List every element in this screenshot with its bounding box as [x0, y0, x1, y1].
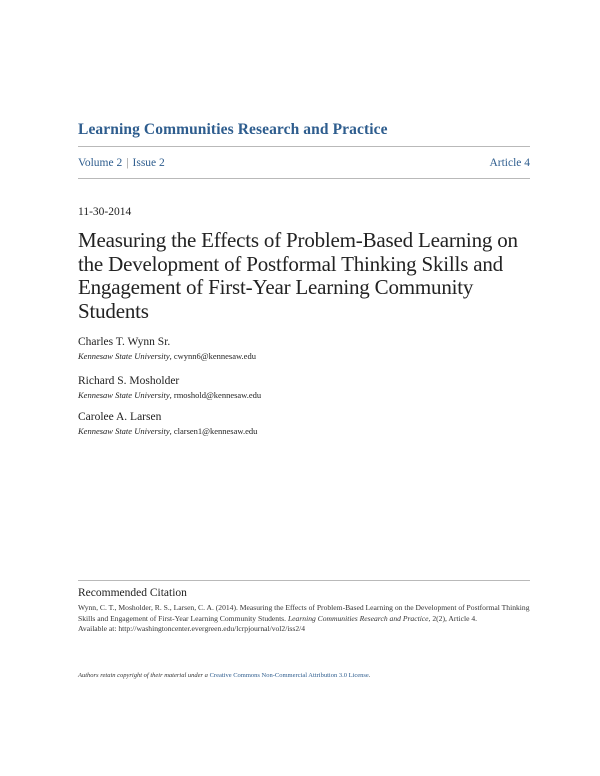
issue-link[interactable]: Issue 2: [132, 157, 165, 169]
citation-journal: Learning Communities Research and Practice,: [287, 613, 431, 623]
citation-volume: 2(2), Article 4.: [430, 613, 478, 623]
citation-main: Wynn, C. T., Mosholder, R. S., Larsen, C. A. (2014). Measuring the Effects of Problem-Based Learning on the Development of Postformal Thinking Skills and Engagement of First-Year Learning Community Students.: [78, 603, 530, 623]
author-affiliation: [78, 426, 538, 436]
author-institution: Kennesaw State University: [78, 390, 170, 400]
author-email[interactable]: , rmoshold@kennesaw.edu: [169, 390, 262, 400]
citation-text: [78, 603, 530, 635]
author-name: Carolee A. Larsen: [78, 411, 162, 423]
header-divider-top: [78, 146, 530, 147]
author-institution: Kennesaw State University: [78, 351, 170, 361]
author-name: Richard S. Mosholder: [78, 375, 180, 387]
header-divider-bottom: [78, 178, 530, 179]
author-name: Charles T. Wynn Sr.: [78, 336, 171, 348]
issue-line: [78, 157, 530, 169]
volume-issue: [78, 157, 165, 169]
journal-title-link[interactable]: Learning Communities Research and Practice: [78, 121, 388, 138]
author-entry: [78, 411, 538, 436]
citation-divider: [78, 580, 530, 581]
article-number-link[interactable]: Article 4: [489, 157, 530, 169]
volume-link[interactable]: Volume 2: [78, 157, 123, 169]
author-entry: [78, 336, 538, 361]
publication-date: 11-30-2014: [78, 206, 132, 218]
author-institution: Kennesaw State University: [78, 426, 170, 436]
author-email[interactable]: , cwynn6@kennesaw.edu: [169, 351, 256, 361]
license-note: [78, 672, 538, 679]
author-affiliation: [78, 351, 538, 361]
author-affiliation: [78, 390, 538, 400]
author-email[interactable]: , clarsen1@kennesaw.edu: [169, 426, 258, 436]
license-link[interactable]: Creative Commons Non-Commercial Attribution 3.0 License: [209, 672, 369, 679]
license-suffix: .: [368, 672, 371, 679]
citation-available-at[interactable]: Available at: http://washingtoncenter.evergreen.edu/lcrpjournal/vol2/iss2/4: [78, 624, 306, 634]
recommended-citation-heading: Recommended Citation: [78, 587, 187, 599]
volume-issue-separator: |: [126, 157, 129, 169]
article-title: Measuring the Effects of Problem-Based Learning on the Development of Postformal Thinking Skills and Engagement of First-Year Learning Community Students: [78, 228, 518, 323]
license-prefix: Authors retain copyright of their material under a: [78, 672, 210, 679]
author-entry: [78, 375, 538, 400]
